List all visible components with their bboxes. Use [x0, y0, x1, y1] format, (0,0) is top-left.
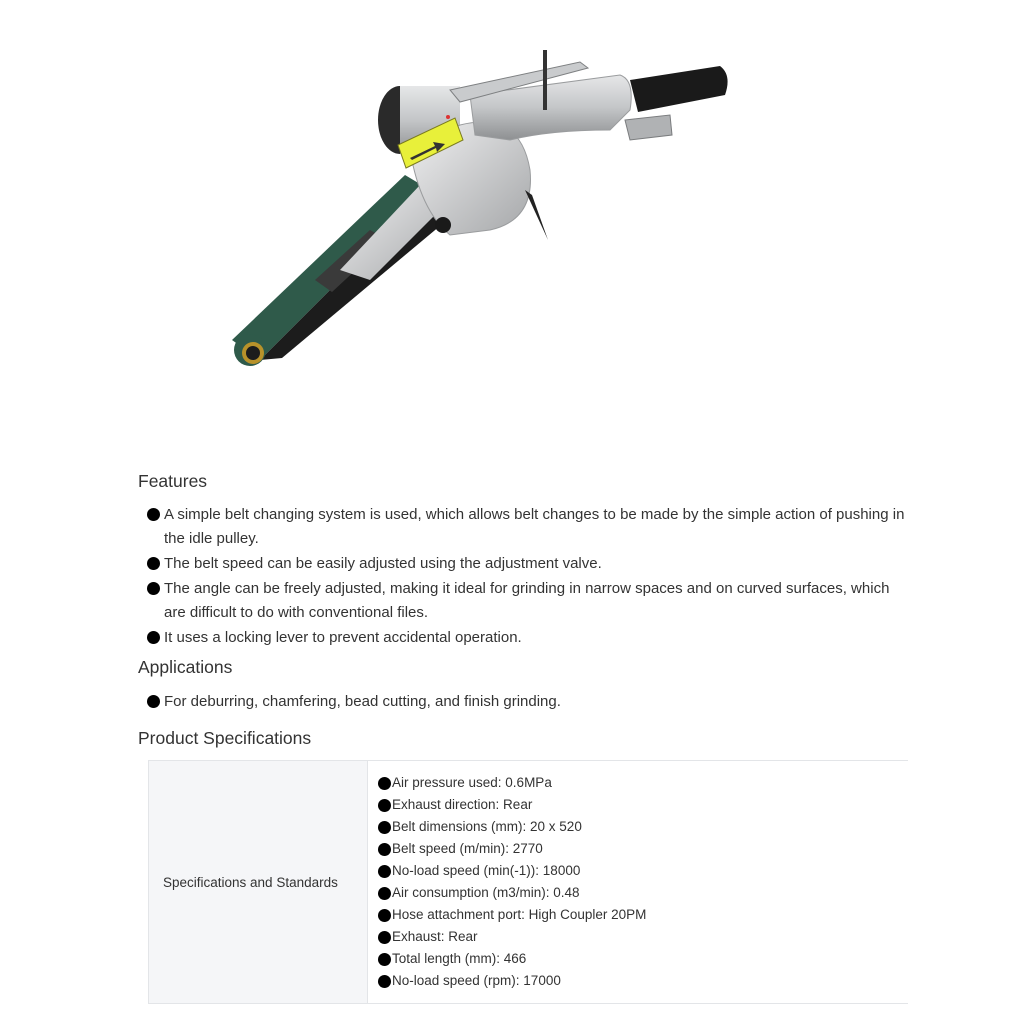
features-list — [147, 503, 907, 651]
spec-item: No-load speed (rpm): 17000 — [378, 970, 908, 992]
bullet-icon — [147, 557, 160, 570]
applications-list — [147, 690, 907, 715]
spec-item: Air pressure used: 0.6MPa — [378, 772, 908, 794]
bullet-icon — [378, 821, 391, 834]
spec-item: Exhaust direction: Rear — [378, 794, 908, 816]
application-item: For deburring, chamfering, bead cutting, and finish grinding. — [147, 690, 907, 714]
bullet-icon — [378, 953, 391, 966]
spec-item: Air consumption (m3/min): 0.48 — [378, 882, 908, 904]
bullet-icon — [378, 799, 391, 812]
feature-item: The belt speed can be easily adjusted using the adjustment valve. — [147, 552, 907, 576]
bullet-icon — [378, 843, 391, 856]
bullet-icon — [147, 695, 160, 708]
spec-item: Hose attachment port: High Coupler 20PM — [378, 904, 908, 926]
spec-item: No-load speed (min(-1)): 18000 — [378, 860, 908, 882]
bullet-icon — [147, 631, 160, 644]
spec-values — [368, 761, 908, 1003]
bullet-icon — [378, 887, 391, 900]
bullet-icon — [378, 865, 391, 878]
bullet-icon — [147, 582, 160, 595]
spec-item: Belt dimensions (mm): 20 x 520 — [378, 816, 908, 838]
bullet-icon — [147, 508, 160, 521]
feature-item: The angle can be freely adjusted, making it ideal for grinding in narrow spaces and on curved surfaces, which are difficult to do with conventional files. — [147, 577, 907, 625]
spec-item: Total length (mm): 466 — [378, 948, 908, 970]
feature-item: It uses a locking lever to prevent accidental operation. — [147, 626, 907, 650]
bullet-icon — [378, 931, 391, 944]
spec-item: Belt speed (m/min): 2770 — [378, 838, 908, 860]
bullet-icon — [378, 975, 391, 988]
feature-item: A simple belt changing system is used, which allows belt changes to be made by the simple action of pushing in the idle pulley. — [147, 503, 907, 551]
product-image — [220, 40, 740, 380]
applications-title: Applications — [138, 657, 233, 677]
bullet-icon — [378, 909, 391, 922]
bullet-icon — [378, 777, 391, 790]
specifications-title: Product Specifications — [138, 728, 312, 748]
specifications-table — [148, 760, 908, 1004]
spec-row-label: Specifications and Standards — [148, 761, 368, 1003]
features-title: Features — [138, 471, 208, 491]
spec-item: Exhaust: Rear — [378, 926, 908, 948]
